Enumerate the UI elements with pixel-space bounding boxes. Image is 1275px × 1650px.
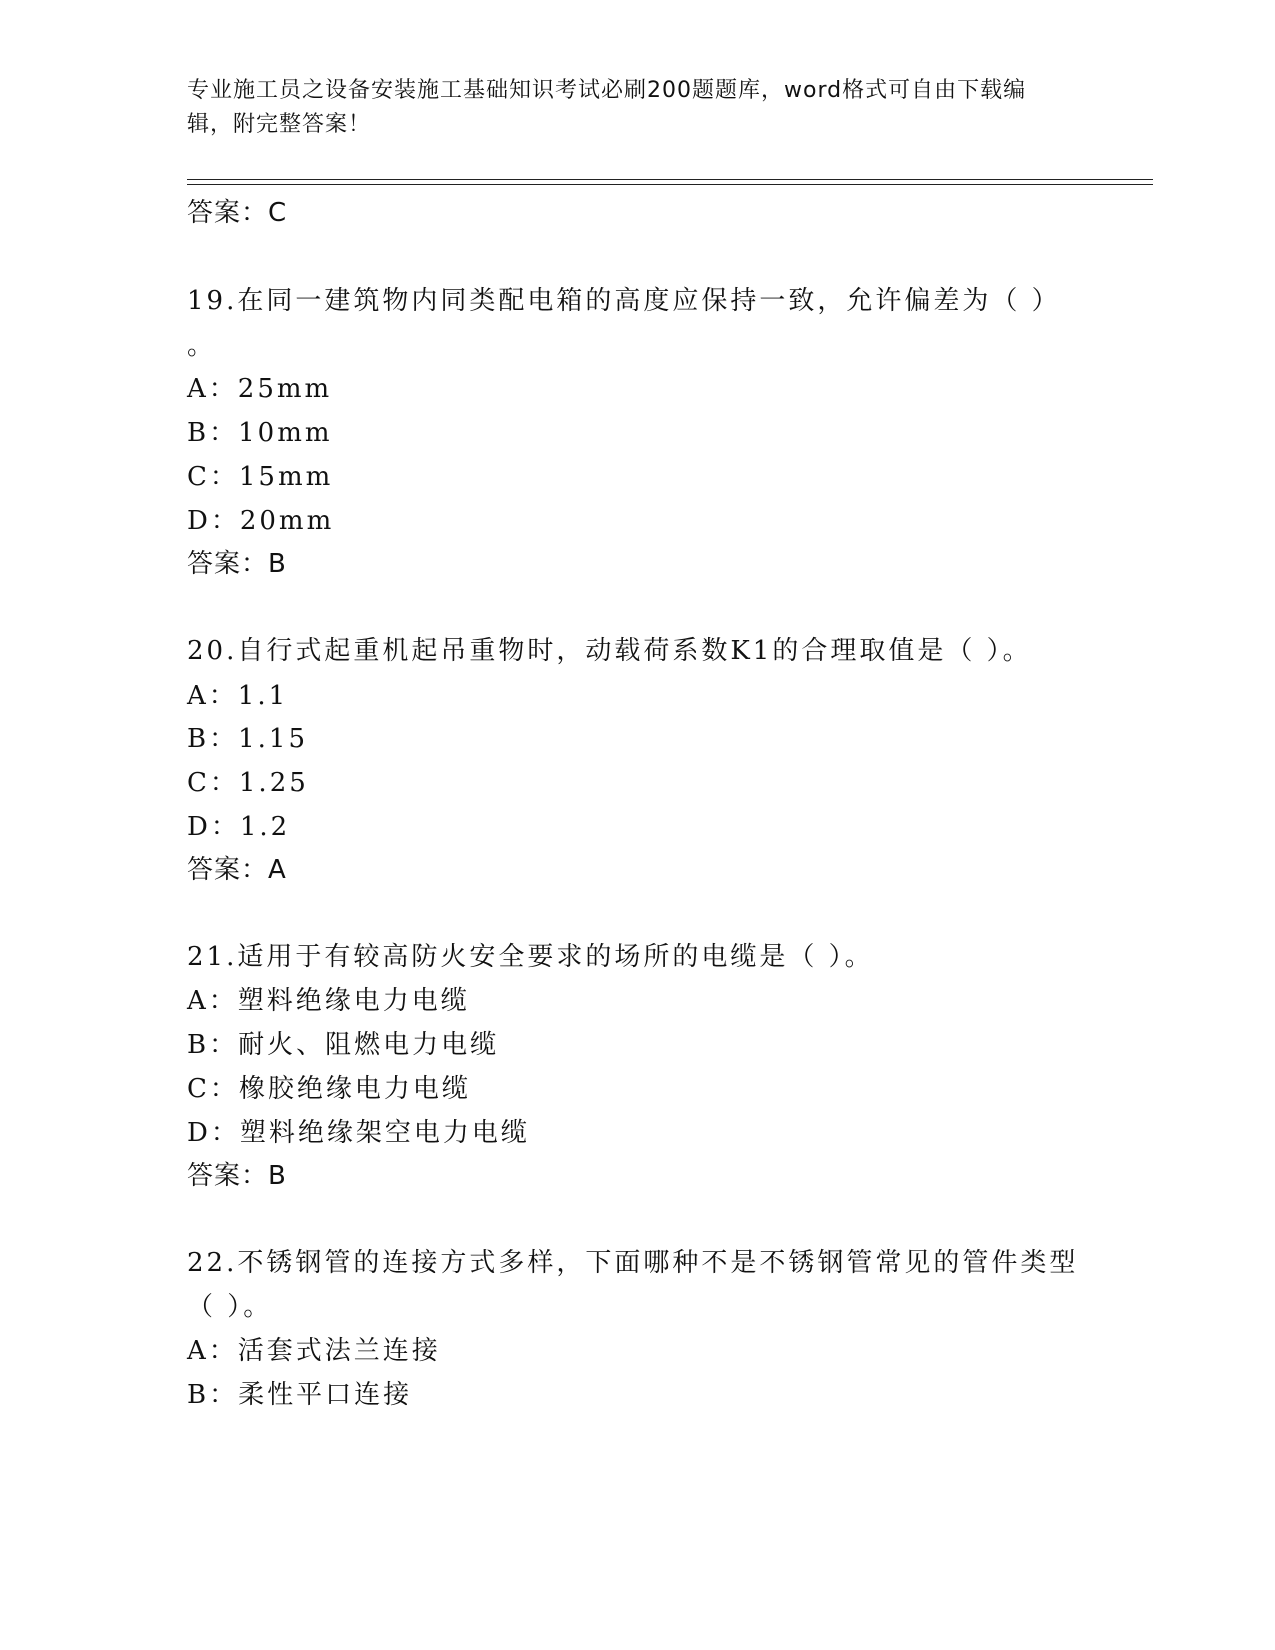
document-header: 专业施工员之设备安装施工基础知识考试必刷200题题库，word格式可自由下载编辑，附完整答案！ [187,78,1027,137]
question-21-option-c: C：橡胶绝缘电力电缆 [187,1074,471,1104]
question-22-text: 22.不锈钢管的连接方式多样，下面哪种不是不锈钢管常见的管件类型 [187,1248,1079,1278]
question-19-option-b: B：10mm [187,418,333,448]
question-20-option-c: C：1.25 [187,768,309,798]
question-19-option-c: C：15mm [187,462,334,492]
question-20-text: 20.自行式起重机起吊重物时，动载荷系数K1的合理取值是（ ）。 [187,636,1032,666]
question-21-option-a: A：塑料绝缘电力电缆 [187,986,470,1016]
question-20-option-a: A：1.1 [187,681,289,711]
question-20-option-d: D：1.2 [187,812,291,842]
question-19-option-d: D：20mm [187,506,335,536]
question-21-text: 21.适用于有较高防火安全要求的场所的电缆是（ ）。 [187,942,874,972]
answer-18: 答案：C [187,198,288,228]
question-22-option-b: B：柔性平口连接 [187,1380,413,1410]
question-21-option-b: B：耐火、阻燃电力电缆 [187,1030,500,1060]
header-rule-bottom [187,184,1153,185]
header-rule-top [187,179,1153,180]
question-19-text: 19.在同一建筑物内同类配电箱的高度应保持一致，允许偏差为（ ） [187,286,1061,316]
answer-19: 答案：B [187,549,287,579]
question-22-text-cont: （ ）。 [187,1292,273,1322]
question-19-option-a: A：25mm [187,374,333,404]
question-22-option-a: A：活套式法兰连接 [187,1336,441,1366]
question-19-text-cont: 。 [187,331,217,361]
question-21-option-d: D：塑料绝缘架空电力电缆 [187,1118,530,1148]
answer-21: 答案：B [187,1161,287,1191]
question-20-option-b: B：1.15 [187,724,308,754]
answer-20: 答案：A [187,855,287,885]
